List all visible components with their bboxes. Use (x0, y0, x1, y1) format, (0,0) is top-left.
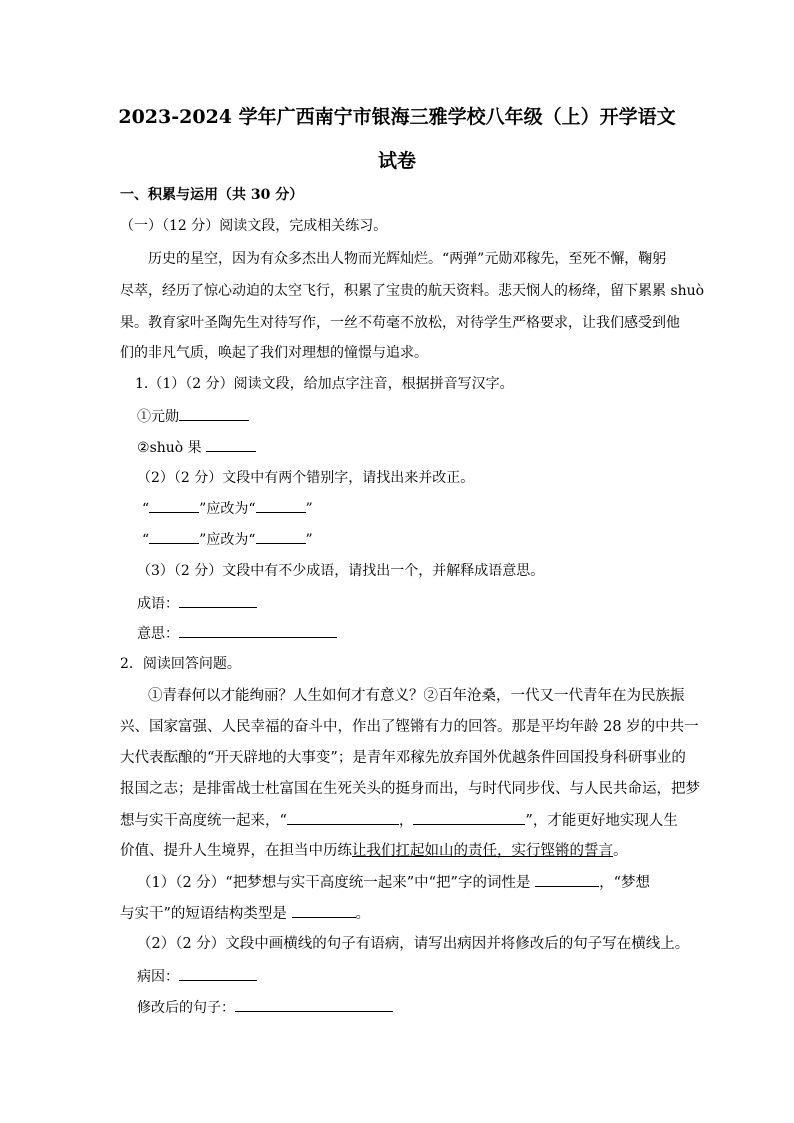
reading-line-5 (120, 810, 678, 831)
close-quote: ” (305, 501, 313, 517)
fill-blank-b[interactable] (413, 810, 525, 825)
meaning-row (137, 623, 337, 644)
reading-line-1: ①青春何以才能绚丽？人生如何才有意义？②百年沧桑，一代又一代青年在为民族振 (148, 688, 685, 704)
question-2-heading: 2．阅读回答问题。 (120, 656, 241, 672)
q2-right-blank-1[interactable] (256, 498, 306, 513)
question-3-stem: （3）（2 分）文段中有不少成语，请找出一个，并解释成语意思。 (137, 563, 545, 579)
open-quote: “ (142, 532, 150, 548)
q2-wrong-blank-2[interactable] (149, 529, 199, 544)
q1-item-1-blank[interactable] (179, 406, 249, 421)
revised-row (137, 997, 393, 1018)
line5-comma: ， (398, 813, 414, 829)
q1-item-1-label: ①元勋 (137, 409, 179, 425)
q1-item-2-blank[interactable] (206, 437, 256, 452)
q1-item-2 (137, 437, 256, 458)
revised-blank[interactable] (235, 997, 393, 1012)
cause-row (137, 966, 257, 987)
reading-line-2: 兴、国家富强、人民幸福的奋斗中，作出了铿锵有力的回答。那是平均年龄 28 岁的中共一 (120, 719, 699, 735)
question-2-stem: （2）（2 分）文段中有两个错别字，请找出来并改正。 (137, 470, 475, 486)
sub1-text-c: 与实干”的短语结构类型是 (120, 906, 287, 922)
q1-item-2-marker: ② (137, 440, 150, 456)
revised-label: 修改后的句子： (137, 1000, 235, 1016)
sub1-period: 。 (355, 906, 371, 922)
idiom-blank[interactable] (179, 593, 257, 608)
exam-title-line2: 试卷 (377, 150, 416, 172)
q2-wrong-blank-1[interactable] (149, 498, 199, 513)
reading-line-6 (120, 841, 628, 861)
sub-question-1-line-2 (120, 903, 370, 924)
passage-line-4: 们的非凡气质，唤起了我们对理想的憧憬与追求。 (120, 345, 428, 361)
should-be-label: ”应改为“ (199, 532, 256, 548)
close-quote: ” (305, 532, 313, 548)
q2-right-blank-2[interactable] (256, 529, 306, 544)
q2-correction-2 (142, 529, 313, 550)
q1-item-2-label: shuò 果 (149, 440, 202, 456)
sub-question-2-stem: （2）（2 分）文段中画横线的句子有语病，请写出病因并将修改后的句子写在横线上。 (137, 936, 690, 952)
cause-blank[interactable] (179, 966, 257, 981)
q2-correction-1 (142, 498, 313, 519)
line6-text-a: 价值、提升人生境界，在担当中历练 (120, 843, 352, 859)
passage-line-1: 历史的星空，因为有众多杰出人物而光辉灿烂。“两弹”元勋邓稼先，至死不懈，鞠躬 (148, 251, 667, 267)
passage-line-2: 尽萃，经历了惊心动迫的太空飞行，积累了宝贵的航天资料。悲天悯人的杨绛，留下累累 shuò (120, 283, 705, 299)
sub1-text-b: ，“梦想 (599, 875, 650, 891)
idiom-row (137, 593, 257, 614)
question-1-stem: 1.（1）（2 分）阅读文段，给加点字注音，根据拼音写汉字。 (135, 376, 514, 392)
meaning-label: 意思： (137, 626, 179, 642)
should-be-label: ”应改为“ (199, 501, 256, 517)
reading-line-4: 报国之志；是排雷战士杜富国在生死关头的挺身而出，与时代同步伐、与人民共命运，把梦 (120, 781, 700, 797)
idiom-label: 成语： (137, 596, 179, 612)
sub1-text-a: （1）（2 分）“把梦想与实干高度统一起来”中“把”字的词性是 (137, 875, 531, 891)
meaning-blank[interactable] (179, 623, 337, 638)
passage-line-3: 果。教育家叶圣陶先生对待写作，一丝不苟毫不放松，对待学生严格要求，让我们感受到他 (120, 315, 680, 331)
pos-blank[interactable] (535, 872, 599, 887)
q1-item-1 (137, 406, 249, 427)
line6-period: 。 (613, 843, 628, 859)
section-heading: 一、积累与运用（共 30 分） (120, 187, 304, 203)
reading-line-3: 大代表酝酿的“开天辟地的大事变”；是青年邓稼先放弃国外优越条件回国投身科研事业的 (120, 750, 686, 766)
line5-text-c: ”，才能更好地实现人生 (525, 813, 678, 829)
structure-blank[interactable] (292, 903, 356, 918)
fill-blank-a[interactable] (287, 810, 399, 825)
open-quote: “ (142, 501, 150, 517)
sub-question-1-line-1 (137, 872, 650, 893)
underlined-sentence: 让我们扛起如山的责任，实行铿锵的誓言 (352, 843, 613, 859)
part-intro: （一）（12 分）阅读文段，完成相关练习。 (120, 218, 388, 234)
exam-title-line1: 2023-2024 学年广西南宁市银海三雅学校八年级（上）开学语文 (118, 106, 676, 128)
line5-text-a: 想与实干高度统一起来，“ (120, 813, 287, 829)
cause-label: 病因： (137, 969, 179, 985)
